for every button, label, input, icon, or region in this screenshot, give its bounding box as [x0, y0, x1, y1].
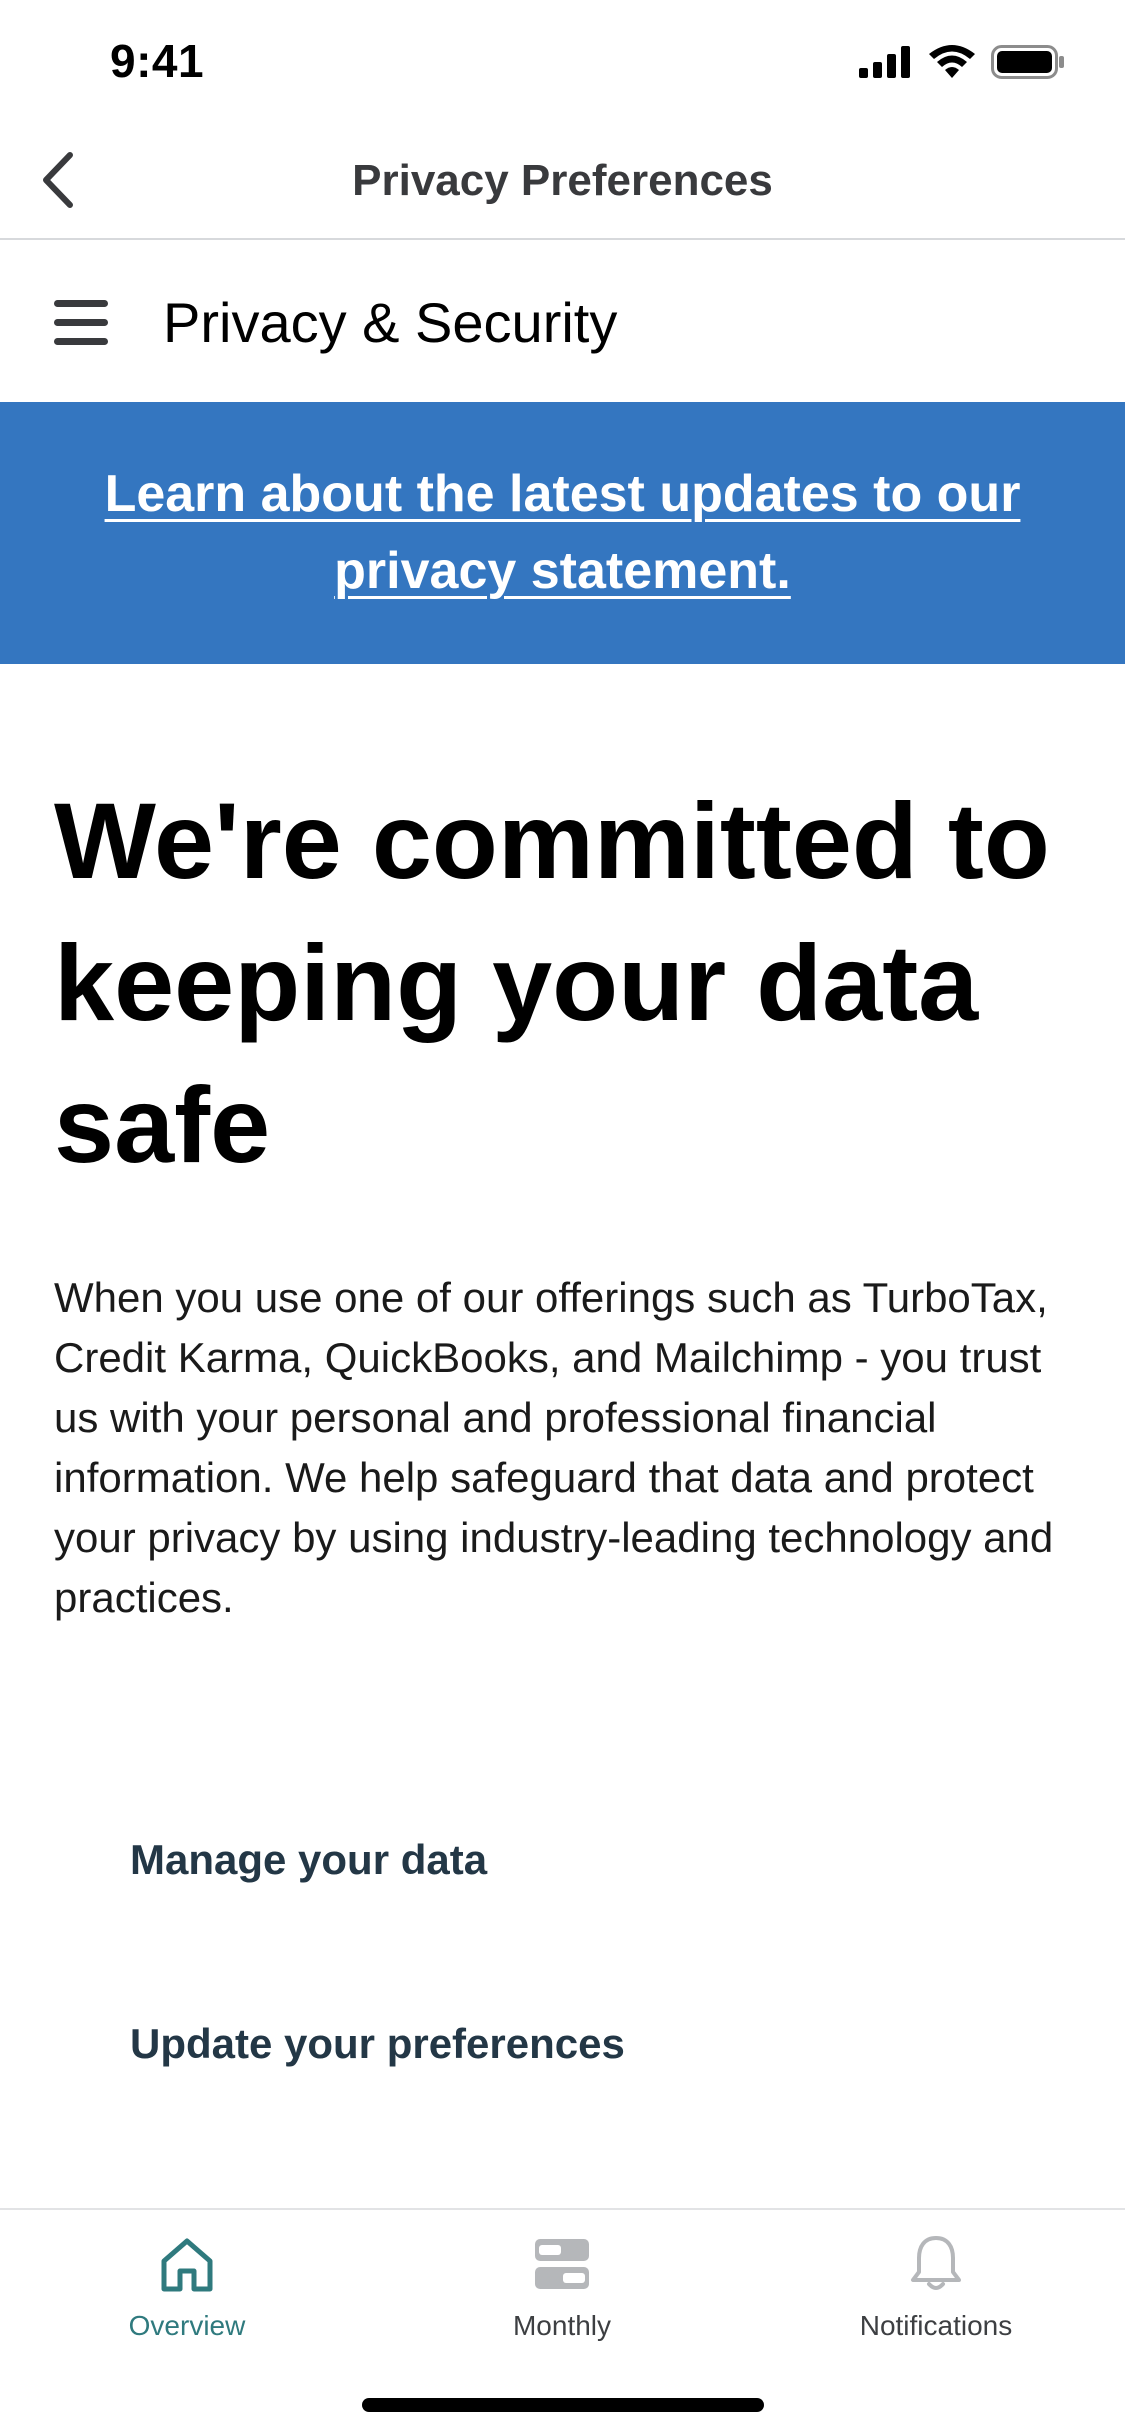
calendar-list-icon [530, 2232, 594, 2296]
tab-overview[interactable] [57, 2232, 317, 2342]
section-title: Privacy & Security [163, 291, 618, 354]
hamburger-menu-icon [54, 300, 108, 307]
tab-notifications[interactable] [806, 2232, 1066, 2342]
nav-title: Privacy Preferences [352, 156, 773, 205]
update-your-preferences-link[interactable]: Update your preferences [130, 2020, 625, 2067]
tab-monthly-label: Monthly [512, 2310, 612, 2341]
privacy-update-banner [0, 402, 1125, 664]
status-time: 9:41 [110, 35, 205, 87]
tab-overview-label: Overview [128, 2310, 246, 2341]
privacy-statement-link[interactable]: Learn about the latest updates to our privacy statement. [104, 465, 1021, 600]
home-indicator[interactable] [362, 2398, 764, 2412]
navigation-bar [0, 120, 1125, 240]
status-bar [0, 0, 1125, 120]
battery-icon [991, 45, 1065, 79]
home-icon [155, 2232, 219, 2296]
tab-monthly[interactable] [432, 2232, 692, 2342]
wifi-icon [929, 45, 975, 79]
cellular-signal-icon [859, 46, 913, 78]
section-header [0, 242, 1125, 402]
status-icons [859, 40, 1065, 84]
bell-icon [904, 2232, 968, 2296]
hamburger-line-bottom [54, 338, 108, 345]
hamburger-menu-button[interactable] [50, 294, 114, 350]
intro-paragraph: When you use one of our offerings such as TurboTax, Credit Karma, QuickBooks, and Mailchimp - you trust us with your personal and professional financial information. We help safeguard that data and protect your privacy by using industry-leading technology and practices. [54, 1274, 1054, 1621]
tab-notifications-label: Notifications [859, 2310, 1013, 2341]
manage-your-data-link[interactable]: Manage your data [130, 1836, 488, 1883]
page-headline: We're committed to keeping your data safe [54, 780, 1050, 1185]
hamburger-line-middle [54, 319, 108, 326]
